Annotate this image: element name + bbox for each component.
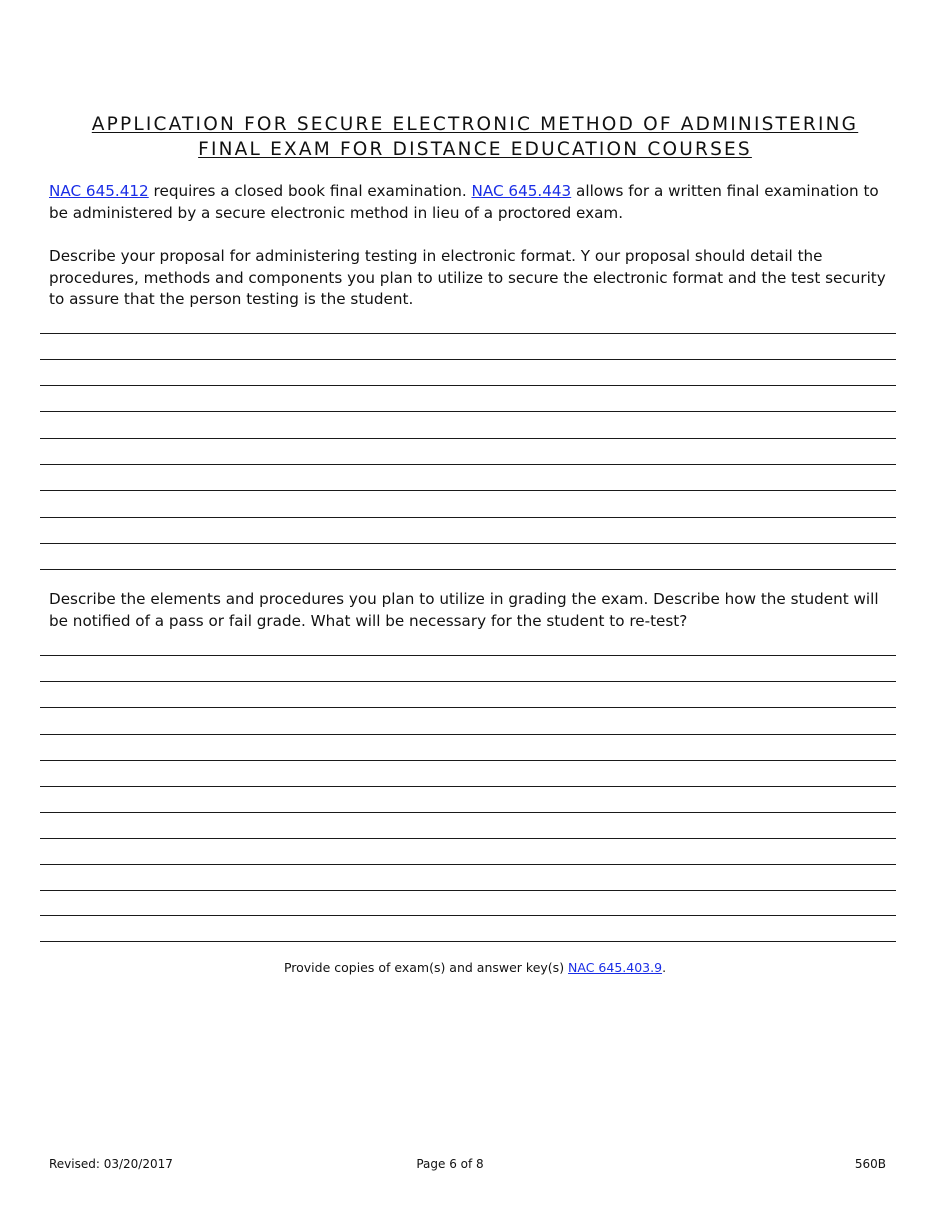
answer-line[interactable] <box>40 385 896 386</box>
title-line-1: APPLICATION FOR SECURE ELECTRONIC METHOD OF ADMINISTERING <box>91 114 859 135</box>
footer-form-number: 560B <box>854 1157 886 1171</box>
answer-line[interactable] <box>40 359 896 360</box>
answer-line[interactable] <box>40 760 896 761</box>
page-title <box>0 112 950 162</box>
answer-line[interactable] <box>40 543 896 544</box>
nac-645-443-link[interactable]: NAC 645.443 <box>471 182 572 200</box>
answer-line[interactable] <box>40 915 896 916</box>
nac-645-403-9-link[interactable]: NAC 645.403.9 <box>568 960 663 975</box>
exam-copies-note <box>0 960 950 975</box>
answer-line[interactable] <box>40 890 896 891</box>
note-suffix: . <box>662 960 667 975</box>
answer-line[interactable] <box>40 734 896 735</box>
answer-line[interactable] <box>40 655 896 656</box>
answer-line[interactable] <box>40 941 896 942</box>
intro-paragraph <box>49 181 899 224</box>
question-1-prompt: Describe your proposal for administering testing in electronic format. Y our proposal should detail the procedures, methods and components you plan to utilize to secure the electronic format and the test security to assure that the person testing is the student. <box>49 247 886 309</box>
answer-line[interactable] <box>40 707 896 708</box>
answer-line[interactable] <box>40 438 896 439</box>
intro-text-2: allows for a written final examination to be administered by a secure electronic method in lieu of a proctored exam. <box>49 182 879 222</box>
footer-revised-date: Revised: 03/20/2017 <box>49 1157 173 1171</box>
footer-page-number: Page 6 of 8 <box>416 1157 484 1171</box>
intro-text-1: requires a closed book final examination. <box>148 182 472 200</box>
question-2-prompt: Describe the elements and procedures you plan to utilize in grading the exam. Describe how the student will be notified of a pass or fail grade. What will be necessary for the student to re-test? <box>49 590 879 630</box>
answer-line[interactable] <box>40 333 896 334</box>
title-line-2: FINAL EXAM FOR DISTANCE EDUCATION COURSES <box>198 139 752 160</box>
answer-line[interactable] <box>40 864 896 865</box>
note-text: Provide copies of exam(s) and answer key(s) <box>283 960 569 975</box>
answer-line[interactable] <box>40 812 896 813</box>
answer-line[interactable] <box>40 569 896 570</box>
answer-line[interactable] <box>40 464 896 465</box>
answer-line[interactable] <box>40 517 896 518</box>
answer-line[interactable] <box>40 786 896 787</box>
answer-line[interactable] <box>40 681 896 682</box>
nac-645-412-link[interactable]: NAC 645.412 <box>49 182 149 200</box>
answer-line[interactable] <box>40 411 896 412</box>
answer-line[interactable] <box>40 838 896 839</box>
answer-line[interactable] <box>40 490 896 491</box>
